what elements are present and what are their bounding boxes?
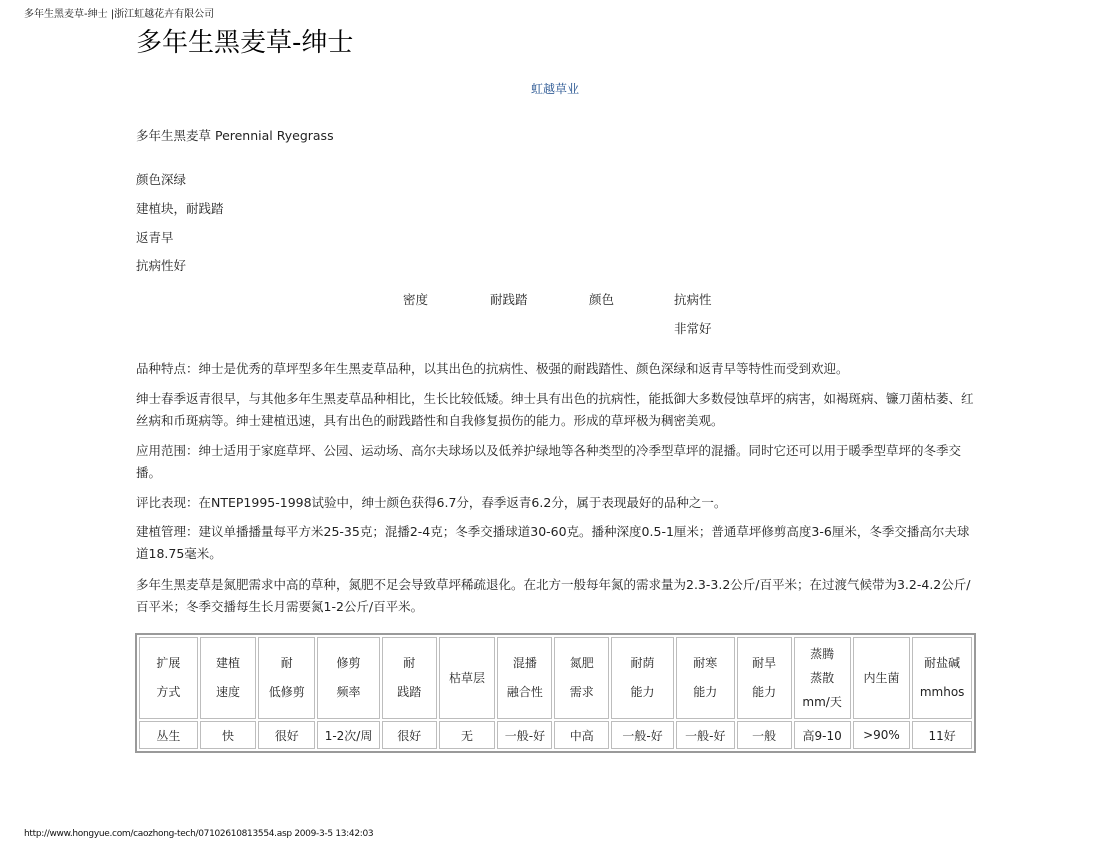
- page-title: 多年生黑麦草-绅士: [136, 28, 354, 58]
- paragraph-description: 绅士春季返青很早，与其他多年生黑麦草品种相比，生长比较低矮。绅士具有出色的抗病性，能抵御大多数侵蚀草坪的病害，如褐斑病、镰刀菌枯萎、红丝病和币斑病等。绅士建植迅速，具有出色的耐践踏性和自我修复损伤的能力。形成的草坪极为稠密美观。: [136, 391, 974, 428]
- rating-header: 耐践踏: [490, 292, 528, 307]
- spec-header-cell: 耐 低修剪: [258, 637, 315, 719]
- spec-header-cell: 内生菌: [853, 637, 911, 719]
- brand-link[interactable]: 虹越草业: [530, 82, 579, 96]
- spec-data-cell: 快: [200, 721, 257, 749]
- spec-header-cell: 蒸腾 蒸散 mm/天: [794, 637, 851, 719]
- spec-data-cell: 11好: [912, 721, 972, 749]
- feature-item: 抗病性好: [136, 258, 187, 273]
- spec-data-cell: 很好: [258, 721, 315, 749]
- feature-item: 颜色深绿: [136, 172, 187, 187]
- spec-table: [135, 633, 976, 753]
- spec-data-cell: 1-2次/周: [317, 721, 380, 749]
- spec-header-cell: 建植 速度: [200, 637, 257, 719]
- paragraph-nitrogen: 多年生黑麦草是氮肥需求中高的草种，氮肥不足会导致草坪稀疏退化。在北方一般每年氮的需求量为2.3-3.2公斤/百平米；在过渡气候带为3.2-4.2公斤/百平米；冬季交播每生长月需要氮1-2公斤/百平米。: [136, 577, 971, 614]
- spec-header-cell: 枯草层: [439, 637, 496, 719]
- rating-value: 非常好: [674, 321, 712, 336]
- spec-data-cell: 很好: [382, 721, 437, 749]
- spec-header-cell: 耐寒 能力: [676, 637, 735, 719]
- rating-header: 抗病性: [674, 292, 712, 307]
- spec-header-cell: 混播 融合性: [497, 637, 552, 719]
- feature-item: 建植块，耐践踏: [136, 201, 224, 216]
- spec-header-row: [139, 637, 972, 719]
- paragraph-management: 建植管理：建议单播播量每平方米25-35克；混播2-4克；冬季交播球道30-60克。播种深度0.5-1厘米；普通草坪修剪高度3-6厘米，冬季交播高尔夫球道18.75毫米。: [136, 524, 970, 561]
- spec-data-cell: 一般-好: [497, 721, 552, 749]
- spec-data-cell: 无: [439, 721, 496, 749]
- paragraph-application: 应用范围：绅士适用于家庭草坪、公园、运动场、高尔夫球场以及低养护绿地等各种类型的冷季型草坪的混播。同时它还可以用于暖季型草坪的冬季交播。: [136, 443, 962, 480]
- rating-header: 密度: [403, 292, 429, 307]
- print-header-title: 多年生黑麦草-绅士 |浙江虹越花卉有限公司: [24, 9, 215, 20]
- spec-header-cell: 耐旱 能力: [737, 637, 792, 719]
- spec-data-cell: 一般: [737, 721, 792, 749]
- spec-data-cell: 一般-好: [676, 721, 735, 749]
- spec-data-cell: 丛生: [139, 721, 198, 749]
- species-line: 多年生黑麦草 Perennial Ryegrass: [136, 128, 334, 143]
- spec-data-cell: 一般-好: [611, 721, 674, 749]
- spec-header-cell: 耐 践踏: [382, 637, 437, 719]
- spec-header-cell: 修剪 频率: [317, 637, 380, 719]
- spec-data-cell: 中高: [554, 721, 609, 749]
- spec-data-row: [139, 721, 972, 749]
- spec-data-cell: 高9-10: [794, 721, 851, 749]
- brand-link-row: [0, 80, 1100, 97]
- print-footer-url: http://www.hongyue.com/caozhong-tech/07102610813554.asp 2009-3-5 13:42:03: [24, 829, 374, 839]
- spec-header-cell: 耐荫 能力: [611, 637, 674, 719]
- paragraph-variety-features: 品种特点：绅士是优秀的草坪型多年生黑麦草品种，以其出色的抗病性、极强的耐践踏性、颜色深绿和返青早等特性而受到欢迎。: [136, 361, 849, 376]
- rating-header: 颜色: [589, 292, 615, 307]
- paragraph-evaluation: 评比表现：在NTEP1995-1998试验中，绅士颜色获得6.7分，春季返青6.2分，属于表现最好的品种之一。: [136, 495, 727, 510]
- spec-header-cell: 氮肥 需求: [554, 637, 609, 719]
- spec-data-cell: >90%: [853, 721, 911, 749]
- spec-header-cell: 耐盐碱 mmhos: [912, 637, 972, 719]
- spec-header-cell: 扩展 方式: [139, 637, 198, 719]
- feature-item: 返青早: [136, 230, 174, 245]
